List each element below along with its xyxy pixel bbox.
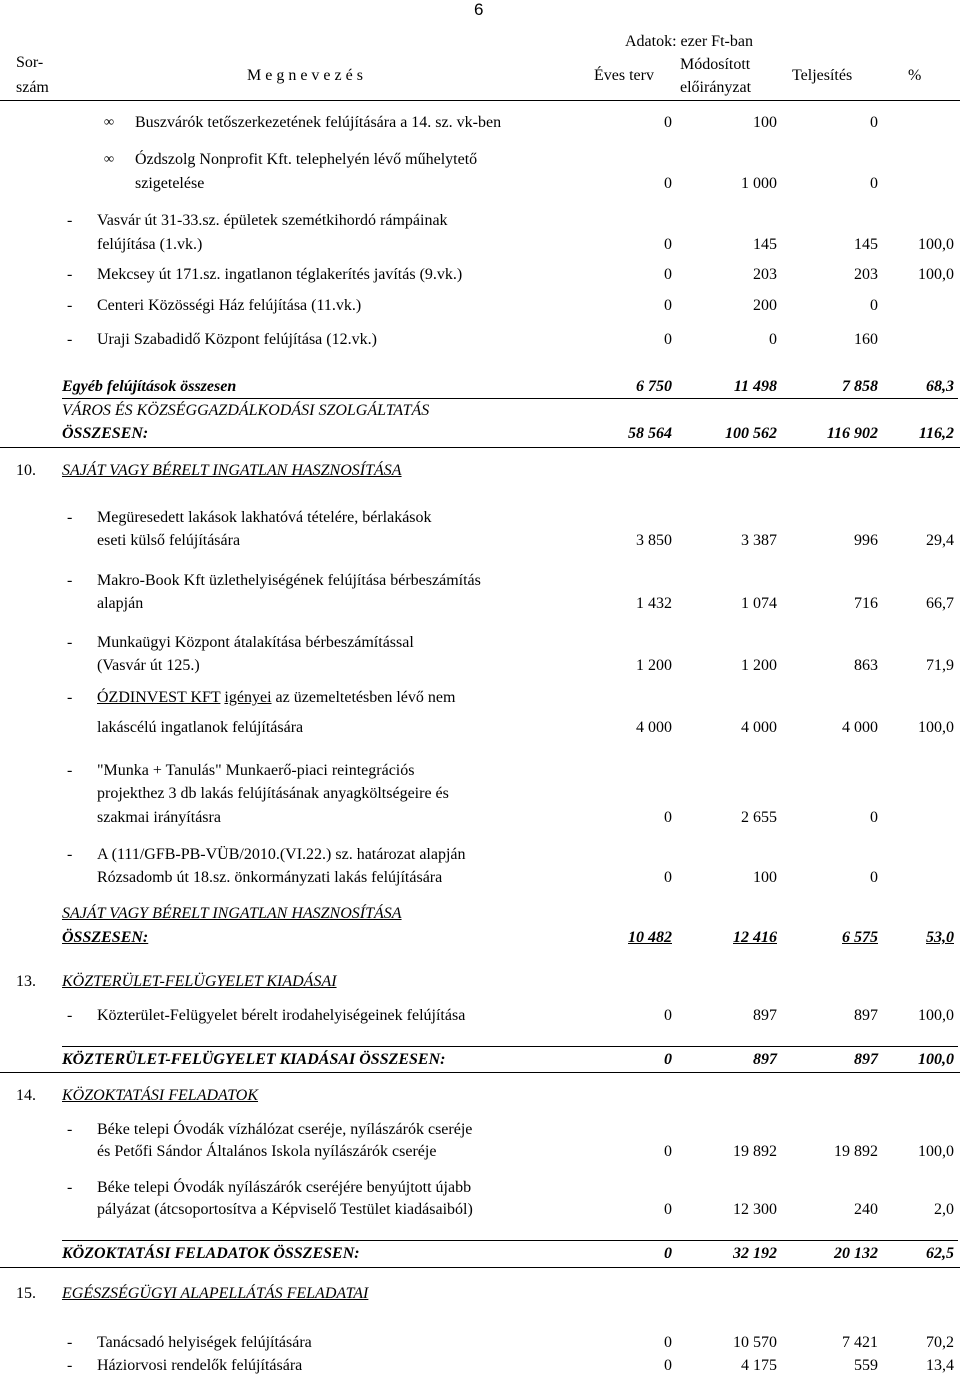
value-pct: 100,0 <box>918 1051 954 1068</box>
value-pct: 100,0 <box>918 1007 954 1024</box>
dash-bullet: - <box>67 846 73 863</box>
dash-bullet: - <box>67 572 73 589</box>
value-actual: 996 <box>854 532 878 549</box>
row-label: Uraji Szabadidő Központ felújítása (12.vk.) <box>97 331 377 348</box>
section-number: 13. <box>16 973 36 990</box>
header-rule <box>0 100 960 101</box>
value-actual: 897 <box>854 1007 878 1024</box>
value-mod: 897 <box>753 1007 777 1024</box>
value-mod: 3 387 <box>741 532 777 549</box>
value-pct: 62,5 <box>926 1245 954 1262</box>
value-plan: 0 <box>664 331 672 348</box>
divider <box>62 1240 958 1241</box>
value-pct: 100,0 <box>918 236 954 253</box>
value-plan: 0 <box>664 114 672 131</box>
value-actual: 0 <box>870 809 878 826</box>
value-actual: 20 132 <box>834 1245 878 1262</box>
dash-bullet: - <box>67 1007 73 1024</box>
value-plan: 58 564 <box>628 425 672 442</box>
value-mod: 0 <box>769 331 777 348</box>
value-mod: 11 498 <box>733 378 777 395</box>
dash-bullet: - <box>67 1121 73 1138</box>
row-label: Tanácsadó helyiségek felújítására <box>97 1334 312 1351</box>
row-label: Centeri Közösségi Ház felújítása (11.vk.) <box>97 297 362 314</box>
value-mod: 4 175 <box>741 1357 777 1374</box>
value-pct: 100,0 <box>918 719 954 736</box>
row-label-line-1: Vasvár út 31-33.sz. épületek szemétkihordó rámpáinak <box>97 212 448 229</box>
section-number: 10. <box>16 462 36 479</box>
value-plan: 0 <box>664 1007 672 1024</box>
row-label: Mekcsey út 171.sz. ingatlanon téglakerítés javítás (9.vk.) <box>97 266 463 283</box>
row-label-line-1: "Munka + Tanulás" Munkaerő-piaci reintegrációs <box>97 762 415 779</box>
value-mod: 100 562 <box>725 425 777 442</box>
row-label-line-2: lakáscélú ingatlanok felújítására <box>97 719 304 736</box>
row-label-line-1: A (111/GFB-PB-VÜB/2010.(VI.22.) sz. határozat alapján <box>97 846 466 863</box>
value-plan: 0 <box>664 1051 672 1068</box>
col-header-actual: Teljesítés <box>792 67 853 84</box>
row-label-line-2: pályázat (átcsoportosítva a Képviselő Testület kiadásaiból) <box>97 1201 473 1218</box>
value-plan: 1 200 <box>636 657 672 674</box>
value-plan: 0 <box>664 266 672 283</box>
section-title: SAJÁT VAGY BÉRELT INGATLAN HASZNOSÍTÁSA <box>62 462 402 479</box>
value-mod: 1 074 <box>741 595 777 612</box>
value-mod: 897 <box>753 1051 777 1068</box>
row-label-line-1: Makro-Book Kft üzlethelyiségének felújítása bérbeszámítás <box>97 572 481 589</box>
row-label-line-2: (Vasvár út 125.) <box>97 657 200 674</box>
row-label-line-1 <box>97 688 455 708</box>
row-label-line-2: felújítása (1.vk.) <box>97 236 203 253</box>
value-plan: 0 <box>664 809 672 826</box>
value-plan: 3 850 <box>636 532 672 549</box>
value-plan: 0 <box>664 1245 672 1262</box>
value-pct: 70,2 <box>926 1334 954 1351</box>
value-mod: 1 200 <box>741 657 777 674</box>
value-mod: 4 000 <box>741 719 777 736</box>
value-mod: 32 192 <box>733 1245 777 1262</box>
row-label-line-2: projekthez 3 db lakás felújításának anyagköltségeire és <box>97 785 449 802</box>
value-plan: 1 432 <box>636 595 672 612</box>
row-label-line-1: Béke telepi Óvodák nyílászárók cseréjére benyújtott újabb <box>97 1179 472 1196</box>
section-title: KÖZOKTATÁSI FELADATOK <box>62 1087 259 1104</box>
value-pct: 2,0 <box>934 1201 954 1218</box>
value-actual: 203 <box>854 266 878 283</box>
row-label-line-2: Rózsadomb út 18.sz. önkormányzati lakás felújítására <box>97 869 443 886</box>
value-plan: 0 <box>664 1143 672 1160</box>
value-actual: 4 000 <box>842 719 878 736</box>
total-label: KÖZTERÜLET-FELÜGYELET KIADÁSAI ÖSSZESEN: <box>62 1051 446 1068</box>
row-label: Buszvárók tetőszerkezetének felújítására a 14. sz. vk-ben <box>135 114 502 131</box>
value-mod: 100 <box>753 869 777 886</box>
section-number: 14. <box>16 1087 36 1104</box>
value-actual: 897 <box>854 1051 878 1068</box>
value-mod: 12 416 <box>733 929 777 946</box>
col-header-mod-2: előirányzat <box>680 79 752 96</box>
value-mod: 1 000 <box>741 175 777 192</box>
value-plan: 0 <box>664 869 672 886</box>
page-number: 6 <box>474 0 484 19</box>
value-actual: 7 858 <box>842 378 878 395</box>
value-plan: 0 <box>664 236 672 253</box>
value-pct: 13,4 <box>926 1357 954 1374</box>
value-actual: 0 <box>870 869 878 886</box>
value-pct: 116,2 <box>918 425 954 442</box>
value-plan: 0 <box>664 175 672 192</box>
row-label-line-1: Megüresedett lakások lakhatóvá tételére, bérlakások <box>97 509 432 526</box>
company-name: ÓZDINVEST KFT <box>97 689 221 706</box>
dash-bullet: - <box>67 634 73 651</box>
dash-bullet: - <box>67 331 73 348</box>
total-label-line-1: SAJÁT VAGY BÉRELT INGATLAN HASZNOSÍTÁSA <box>62 905 402 922</box>
section-number: 15. <box>16 1285 36 1302</box>
row-label-line-2: szigetelése <box>135 175 205 192</box>
col-header-pct: % <box>908 67 922 84</box>
row-label: Közterület-Felügyelet bérelt irodahelyiségeinek felújítása <box>97 1007 466 1024</box>
value-mod: 19 892 <box>733 1143 777 1160</box>
row-label-line-1: Béke telepi Óvodák vízhálózat cseréje, nyílászárók cseréje <box>97 1121 473 1138</box>
value-mod: 12 300 <box>733 1201 777 1218</box>
value-pct: 29,4 <box>926 532 954 549</box>
row-label: Háziorvosi rendelők felújítására <box>97 1357 303 1374</box>
value-actual: 716 <box>854 595 878 612</box>
value-mod: 203 <box>753 266 777 283</box>
value-pct: 100,0 <box>918 1143 954 1160</box>
value-pct: 68,3 <box>926 378 954 395</box>
dash-bullet: - <box>67 1357 73 1374</box>
claims-word: igényei <box>224 689 272 706</box>
value-pct: 66,7 <box>926 595 954 612</box>
row-label-line-2: eseti külső felújítására <box>97 532 241 549</box>
value-actual: 145 <box>854 236 878 253</box>
value-pct: 53,0 <box>926 929 954 946</box>
value-actual: 240 <box>854 1201 878 1218</box>
dash-bullet: - <box>67 762 73 779</box>
value-pct: 71,9 <box>926 657 954 674</box>
value-plan: 10 482 <box>628 929 672 946</box>
value-plan: 0 <box>664 1357 672 1374</box>
value-mod: 2 655 <box>741 809 777 826</box>
value-actual: 0 <box>870 175 878 192</box>
dash-bullet: - <box>67 212 73 229</box>
row-label-line-2: alapján <box>97 595 144 612</box>
value-plan: 0 <box>664 1201 672 1218</box>
infinity-bullet-icon: ∞ <box>104 115 114 130</box>
row-label-line-1: Ózdszolg Nonprofit Kft. telephelyén lévő műhelytető <box>135 151 478 168</box>
col-header-sor-1: Sor- <box>16 54 44 71</box>
total-label: KÖZOKTATÁSI FELADATOK ÖSSZESEN: <box>62 1245 360 1262</box>
divider <box>0 447 960 448</box>
value-actual: 160 <box>854 331 878 348</box>
value-actual: 863 <box>854 657 878 674</box>
section-title: KÖZTERÜLET-FELÜGYELET KIADÁSAI <box>62 973 337 990</box>
dash-bullet: - <box>67 297 73 314</box>
value-mod: 10 570 <box>733 1334 777 1351</box>
dash-bullet: - <box>67 509 73 526</box>
row-label-line-1: Munkaügyi Központ átalakítása bérbeszámítással <box>97 634 414 651</box>
total-label-line-1: VÁROS ÉS KÖZSÉGGAZDÁLKODÁSI SZOLGÁLTATÁS <box>62 402 430 419</box>
row-label-line-3: szakmai irányításra <box>97 809 221 826</box>
divider <box>62 398 958 399</box>
divider <box>0 1072 960 1073</box>
value-actual: 116 902 <box>826 425 878 442</box>
dash-bullet: - <box>67 1179 73 1196</box>
infinity-bullet-icon: ∞ <box>104 152 114 167</box>
total-label-line-2: ÖSSZESEN: <box>62 929 149 946</box>
subtotal-label: Egyéb felújítások összesen <box>62 378 237 395</box>
value-actual: 559 <box>854 1357 878 1374</box>
col-header-name: M e g n e v e z é s <box>247 67 363 84</box>
value-pct: 100,0 <box>918 266 954 283</box>
value-mod: 100 <box>753 114 777 131</box>
value-plan: 4 000 <box>636 719 672 736</box>
dash-bullet: - <box>67 689 73 706</box>
value-actual: 19 892 <box>834 1143 878 1160</box>
value-mod: 200 <box>753 297 777 314</box>
divider <box>0 1267 960 1268</box>
value-actual: 7 421 <box>842 1334 878 1351</box>
value-actual: 0 <box>870 114 878 131</box>
divider <box>62 1046 958 1047</box>
row-label-line-2: és Petőfi Sándor Általános Iskola nyílászárók cseréje <box>97 1143 437 1160</box>
section-title: EGÉSZSÉGÜGYI ALAPELLÁTÁS FELADATAI <box>62 1285 369 1302</box>
value-actual: 0 <box>870 297 878 314</box>
col-header-plan: Éves terv <box>594 67 654 84</box>
total-label-line-2: ÖSSZESEN: <box>62 425 149 442</box>
dash-bullet: - <box>67 1334 73 1351</box>
value-plan: 0 <box>664 1334 672 1351</box>
value-mod: 145 <box>753 236 777 253</box>
dash-bullet: - <box>67 266 73 283</box>
col-header-mod-1: Módosított <box>680 56 751 73</box>
value-plan: 0 <box>664 297 672 314</box>
value-actual: 6 575 <box>842 929 878 946</box>
row-label-rest: az üzemeltetésben lévő nem <box>275 689 456 706</box>
col-header-sor-2: szám <box>16 79 49 96</box>
value-plan: 6 750 <box>636 378 672 395</box>
unit-note: Adatok: ezer Ft-ban <box>625 33 753 50</box>
